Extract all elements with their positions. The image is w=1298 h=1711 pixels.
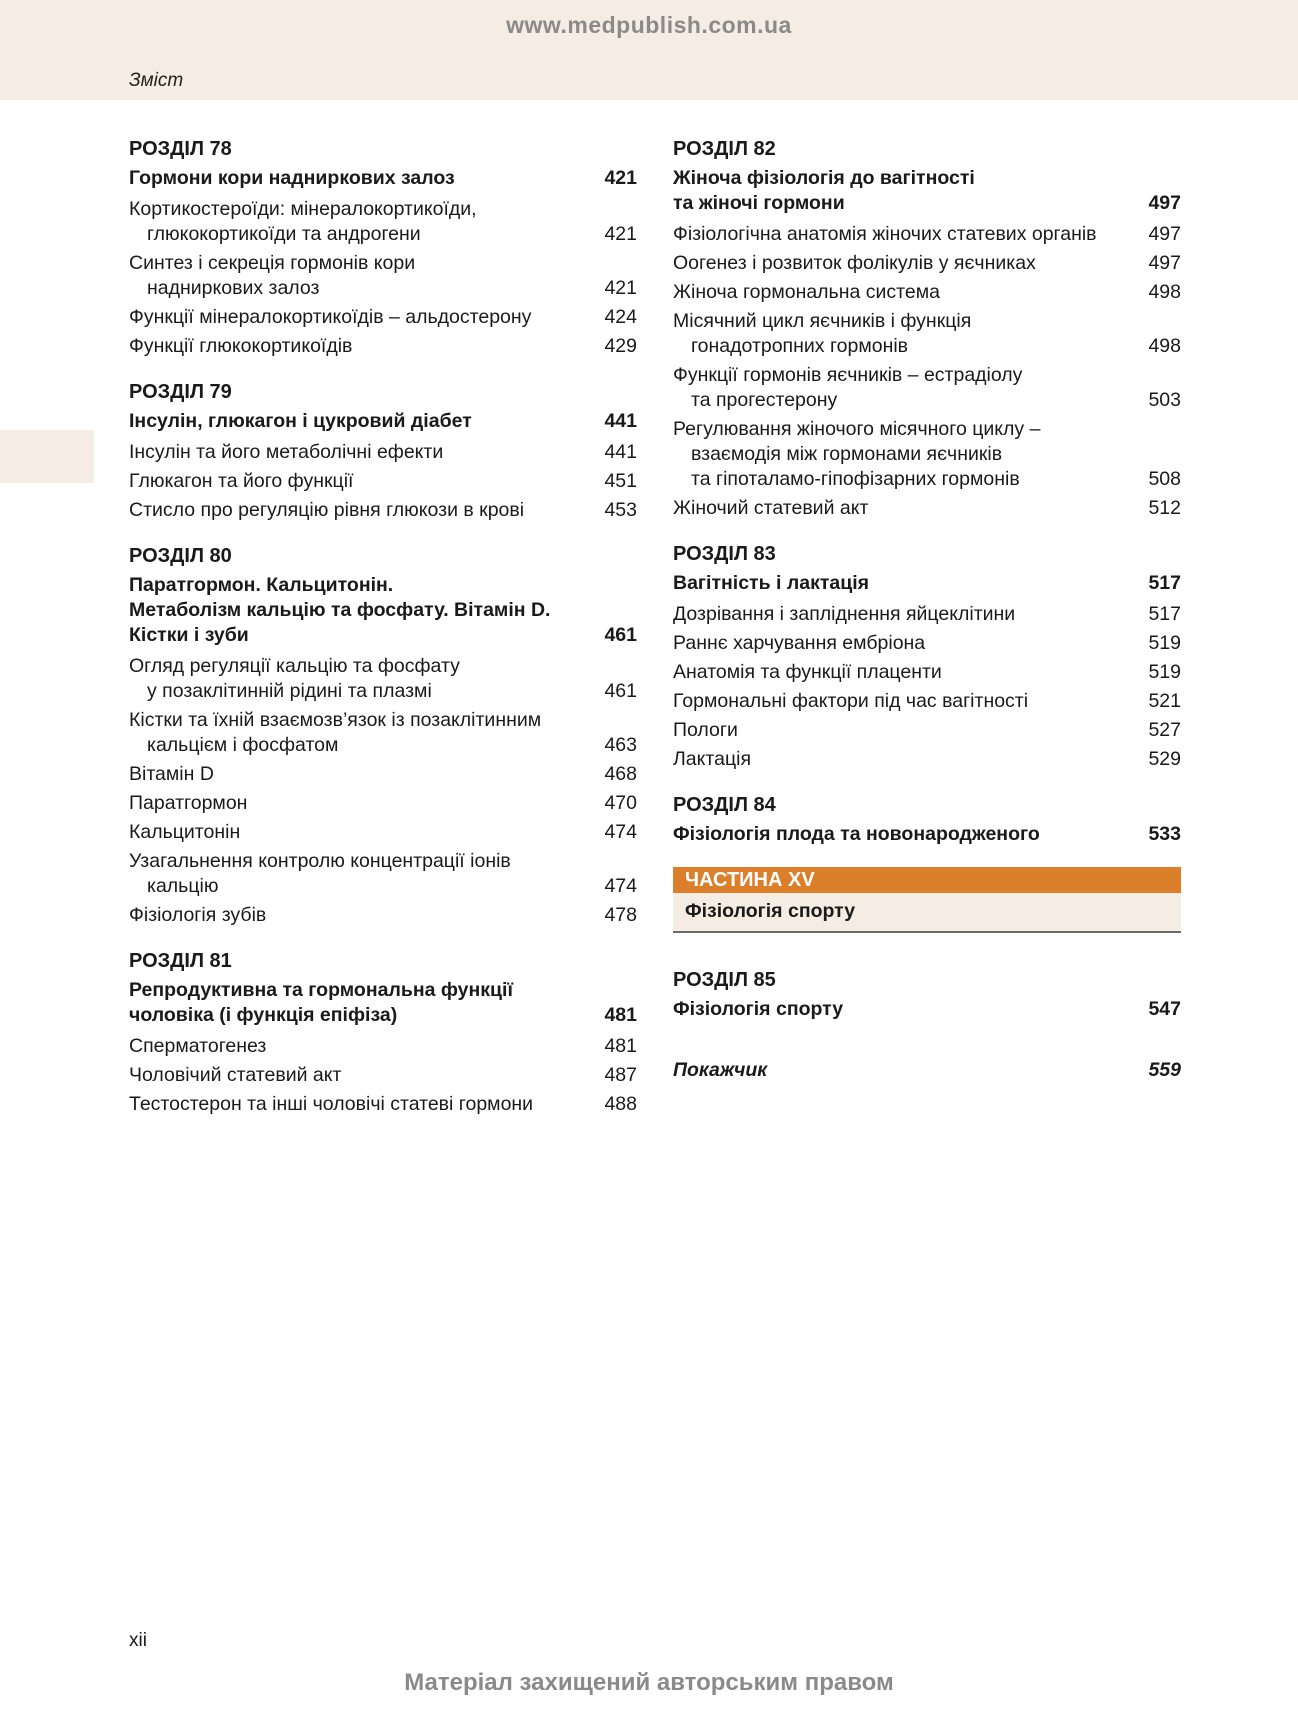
toc-entry-page: 451	[604, 470, 637, 492]
toc-entry[interactable]	[129, 762, 637, 787]
toc-entry[interactable]	[673, 417, 1181, 492]
chapter-page: 421	[604, 167, 637, 189]
toc-entry-text: Тестостерон та інші чоловічі статеві гормони	[129, 1093, 534, 1115]
chapter-title-row[interactable]	[129, 573, 637, 648]
toc-entry-text: Глюкагон та його функції	[129, 470, 354, 492]
toc-entry[interactable]	[673, 251, 1181, 276]
chapter-label: РОЗДІЛ 80	[129, 545, 232, 567]
toc-right-after-part	[673, 967, 1181, 1022]
toc-entry-page: 519	[1148, 661, 1181, 683]
toc-entry-page: 497	[1148, 252, 1181, 274]
chapter-label: РОЗДІЛ 79	[129, 381, 232, 403]
chapter-label: РОЗДІЛ 81	[129, 950, 232, 972]
toc-entry[interactable]	[129, 440, 637, 465]
toc-entry-page: 441	[604, 441, 637, 463]
toc-right-column	[673, 136, 1181, 1089]
chapter-title: Репродуктивна та гормональна функції чоловіка (і функція епіфіза)	[129, 979, 513, 1026]
toc-entry-text: Раннє харчування ембріона	[673, 632, 926, 654]
toc-left-column	[129, 136, 637, 1137]
toc-entry-page: 463	[604, 734, 637, 756]
toc-entry[interactable]	[673, 363, 1181, 413]
chapter-title-row[interactable]	[129, 978, 637, 1028]
toc-entry[interactable]	[673, 280, 1181, 305]
toc-entry[interactable]	[129, 1063, 637, 1088]
toc-entry-text: Функції глюкокортикоїдів	[129, 335, 353, 357]
toc-entry[interactable]	[673, 718, 1181, 743]
toc-entry-page: 453	[604, 499, 637, 521]
toc-entry-page: 474	[604, 875, 637, 897]
toc-entry-text: Паратгормон	[129, 792, 248, 814]
toc-entry[interactable]	[673, 602, 1181, 627]
toc-entry-text: Вітамін D	[129, 763, 214, 785]
page-number: xii	[129, 1630, 147, 1651]
toc-entry[interactable]	[673, 747, 1181, 772]
toc-entry-text: Регулювання жіночого місячного циклу – взаємодія між гормонами яєчників та гіпоталамо-гіпофізарних гормонів	[673, 418, 1041, 490]
chapter-page: 533	[1148, 823, 1181, 845]
toc-entry-page: 527	[1148, 719, 1181, 741]
toc-entry[interactable]	[129, 820, 637, 845]
chapter-title-row[interactable]	[129, 166, 637, 191]
chapter-title: Фізіологія спорту	[673, 998, 844, 1020]
chapter-title: Жіноча фізіологія до вагітності та жіночі гормони	[673, 167, 975, 214]
chapter	[673, 136, 1181, 521]
toc-entry-page: 424	[604, 306, 637, 328]
side-thumb-tab	[0, 430, 94, 483]
chapter-title-row[interactable]	[673, 822, 1181, 847]
toc-entry[interactable]	[129, 197, 637, 247]
toc-entry-page: 498	[1148, 281, 1181, 303]
toc-entry[interactable]	[129, 1092, 637, 1117]
toc-entry-page: 470	[604, 792, 637, 814]
toc-entry[interactable]	[129, 654, 637, 704]
chapter-label: РОЗДІЛ 78	[129, 138, 232, 160]
toc-entry-page: 421	[604, 277, 637, 299]
chapter-label: РОЗДІЛ 84	[673, 794, 776, 816]
toc-entry[interactable]	[129, 334, 637, 359]
toc-entry-page: 481	[604, 1035, 637, 1057]
chapter-label: РОЗДІЛ 85	[673, 969, 776, 991]
toc-entry[interactable]	[129, 791, 637, 816]
part-label: ЧАСТИНА XV	[673, 867, 1181, 893]
chapter	[129, 948, 637, 1117]
chapter-page: 461	[604, 624, 637, 646]
toc-entry-page: 487	[604, 1064, 637, 1086]
index-page: 559	[1148, 1059, 1181, 1081]
toc-entry[interactable]	[673, 222, 1181, 247]
toc-entry[interactable]	[673, 631, 1181, 656]
chapter-title-row[interactable]	[673, 166, 1181, 216]
toc-entry[interactable]	[673, 689, 1181, 714]
watermark-top: www.medpublish.com.ua	[506, 12, 792, 38]
toc-right-chapters	[673, 136, 1181, 847]
toc-entry-page: 503	[1148, 389, 1181, 411]
toc-entry-page: 478	[604, 904, 637, 926]
chapter-page: 517	[1148, 572, 1181, 594]
toc-entry[interactable]	[129, 1034, 637, 1059]
watermark-bottom: Матеріал захищений авторським правом	[404, 1669, 894, 1696]
toc-entry-text: Синтез і секреція гормонів кори надниркових залоз	[129, 252, 416, 299]
chapter	[673, 967, 1181, 1022]
toc-entry-text: Функції гормонів яєчників – естрадіолу та прогестерону	[673, 364, 1023, 411]
chapter	[129, 543, 637, 928]
chapter-title: Гормони кори надниркових залоз	[129, 167, 455, 189]
chapter	[129, 379, 637, 523]
toc-entry[interactable]	[673, 660, 1181, 685]
index-entry[interactable]	[673, 1058, 1181, 1083]
toc-entry-page: 497	[1148, 223, 1181, 245]
toc-entry-page: 468	[604, 763, 637, 785]
running-head: Зміст	[129, 70, 184, 91]
toc-entry[interactable]	[129, 469, 637, 494]
toc-entry-text: Оогенез і розвиток фолікулів у яєчниках	[673, 252, 1036, 274]
chapter-title-row[interactable]	[673, 997, 1181, 1022]
toc-entry-page: 488	[604, 1093, 637, 1115]
toc-entry-page: 474	[604, 821, 637, 843]
toc-entry-text: Пологи	[673, 719, 738, 741]
toc-entry-text: Кальцитонін	[129, 821, 241, 843]
chapter-page: 481	[604, 1004, 637, 1026]
toc-entry-page: 529	[1148, 748, 1181, 770]
chapter-title: Фізіологія плода та новонародженого	[673, 823, 1040, 845]
toc-entry-text: Місячний цикл яєчників і функція гонадотропних гормонів	[673, 310, 972, 357]
toc-entry-text: Кістки та їхній взаємозв’язок із позаклітинним кальцієм і фосфатом	[129, 709, 542, 756]
toc-entry-text: Лактація	[673, 748, 752, 770]
toc-entry-text: Анатомія та функції плаценти	[673, 661, 942, 683]
chapter	[129, 136, 637, 359]
toc-entry-page: 429	[604, 335, 637, 357]
toc-entry-page: 498	[1148, 335, 1181, 357]
index-label: Покажчик	[673, 1059, 768, 1081]
toc-entry[interactable]	[673, 496, 1181, 521]
toc-entry-page: 512	[1148, 497, 1181, 519]
toc-entry-page: 519	[1148, 632, 1181, 654]
toc-entry-text: Дозрівання і запліднення яйцеклітини	[673, 603, 1016, 625]
toc-entry-text: Гормональні фактори під час вагітності	[673, 690, 1029, 712]
chapter-title-row[interactable]	[129, 409, 637, 434]
toc-entry-text: Функції мінералокортикоїдів – альдостерону	[129, 306, 532, 328]
toc-entry-page: 461	[604, 680, 637, 702]
chapter-title-row[interactable]	[673, 571, 1181, 596]
chapter	[673, 792, 1181, 847]
toc-entry-text: Кортикостероїди: мінералокортикоїди, глюкокортикоїди та андрогени	[129, 198, 477, 245]
toc-entry[interactable]	[129, 708, 637, 758]
chapter-title: Вагітність і лактація	[673, 572, 870, 594]
toc-entry[interactable]	[129, 903, 637, 928]
chapter-title: Інсулін, глюкагон і цукровий діабет	[129, 410, 472, 432]
toc-entry-text: Узагальнення контролю концентрації іонів кальцію	[129, 850, 511, 897]
toc-entry-text: Жіноча гормональна система	[673, 281, 940, 303]
toc-entry-page: 508	[1148, 468, 1181, 490]
toc-entry-text: Фізіологія зубів	[129, 904, 267, 926]
toc-entry-text: Огляд регуляції кальцію та фосфату у позаклітинній рідині та плазмі	[129, 655, 460, 702]
chapter-label: РОЗДІЛ 82	[673, 138, 776, 160]
chapter-page: 441	[604, 410, 637, 432]
toc-entry[interactable]	[129, 305, 637, 330]
chapter-page: 547	[1148, 998, 1181, 1020]
toc-entry-page: 517	[1148, 603, 1181, 625]
toc-entry-text: Стисло про регуляцію рівня глюкози в крові	[129, 499, 525, 521]
chapter-page: 497	[1148, 192, 1181, 214]
toc-entry-text: Жіночий статевий акт	[673, 497, 869, 519]
toc-entry-page: 421	[604, 223, 637, 245]
chapter-title: Паратгормон. Кальцитонін. Метаболізм кальцію та фосфату. Вітамін D. Кістки і зуби	[129, 574, 551, 646]
part-title: Фізіологія спорту	[673, 893, 1181, 933]
toc-entry-page: 521	[1148, 690, 1181, 712]
toc-entry-text: Інсулін та його метаболічні ефекти	[129, 441, 444, 463]
toc-entry[interactable]	[129, 498, 637, 523]
toc-entry-text: Сперматогенез	[129, 1035, 267, 1057]
toc-entry[interactable]	[129, 849, 637, 899]
toc-entry[interactable]	[673, 309, 1181, 359]
chapter	[673, 541, 1181, 772]
part-box	[673, 867, 1181, 933]
toc-entry-text: Фізіологічна анатомія жіночих статевих органів	[673, 223, 1097, 245]
toc-entry-text: Чоловічий статевий акт	[129, 1064, 342, 1086]
toc-entry[interactable]	[129, 251, 637, 301]
chapter-label: РОЗДІЛ 83	[673, 543, 776, 565]
